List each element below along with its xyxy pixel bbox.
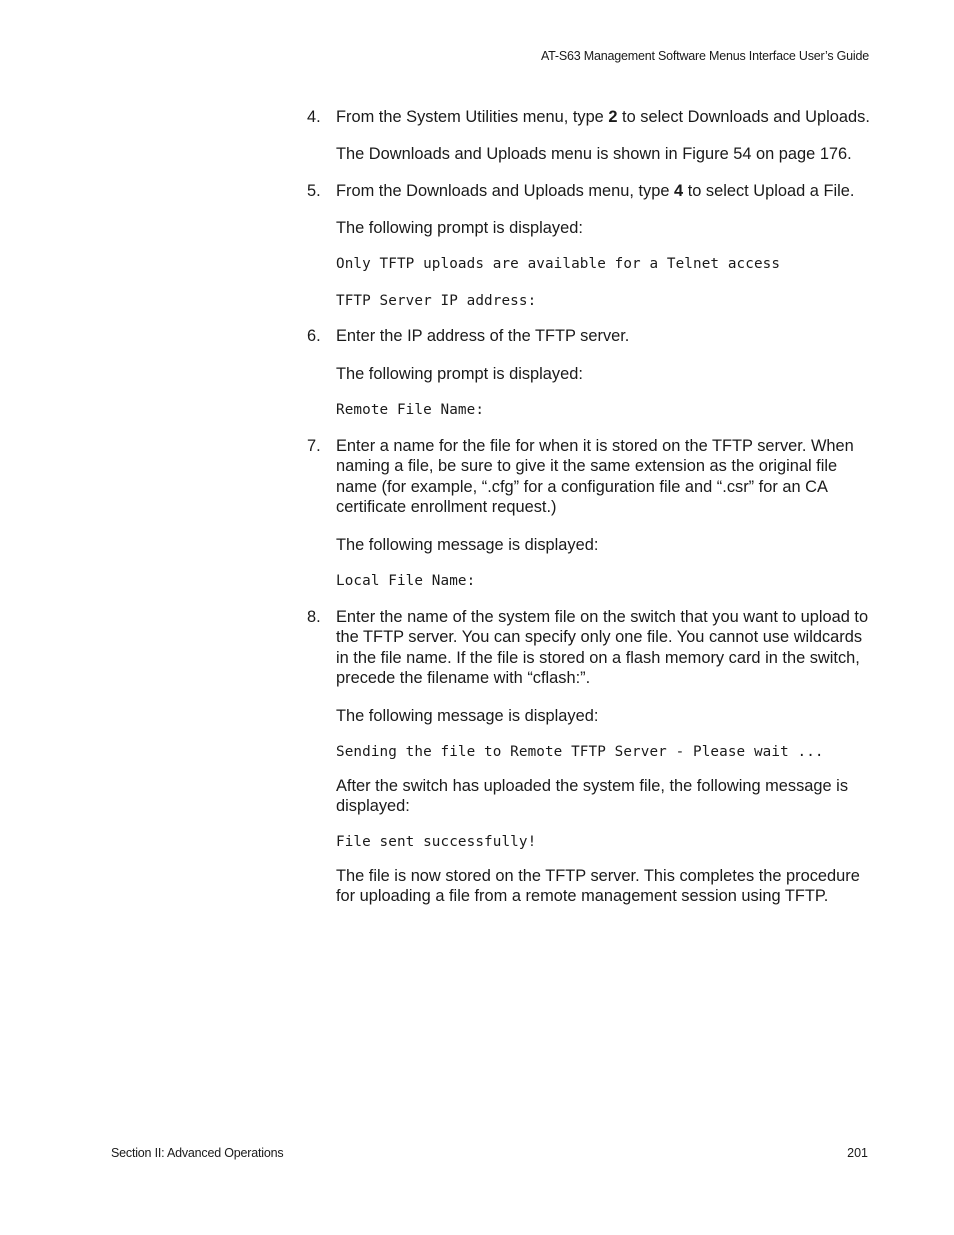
code-output: Remote File Name: [336,401,485,418]
menu-key: 2 [608,108,618,126]
step-number: 4. [307,108,321,126]
step-number: 6. [307,327,321,346]
step-note: After the switch has uploaded the system file, the following message is displayed: [336,776,849,816]
running-header: AT-S63 Management Software Menus Interface User’s Guide [540,49,869,63]
footer-section: Section II: Advanced Operations [111,1146,284,1160]
step-number: 7. [307,436,321,455]
code-output: TFTP Server IP address: [336,293,537,310]
code-output: Local File Name: [336,572,476,589]
step-closing: The file is now stored on the TFTP server. This completes the procedure for uploading a file from a remote management session using TFTP. [336,866,860,906]
menu-key: 4 [674,182,684,201]
step-note: The Downloads and Uploads menu is shown in Figure 54 on page 176. [336,144,852,163]
step-number: 8. [307,607,321,626]
step-note: The following prompt is displayed: [336,364,583,383]
step-8 [307,607,872,907]
step-instruction: Enter a name for the file for when it is stored on the TFTP server. When naming a file, be sure to give it the same extension as the original file name (for example, “.cfg” for a configuration file and “.csr” for an CA certificate enrollment request.) [336,436,854,517]
code-output: File sent successfully! [336,833,537,850]
step-instruction: Enter the IP address of the TFTP server. [336,327,630,346]
code-output: Only TFTP uploads are available for a Telnet access [336,256,781,273]
step-number: 5. [307,182,321,201]
page-number: 201 [847,1146,868,1160]
step-instruction: From the System Utilities menu, type 2 to select Downloads and Uploads. [336,108,870,126]
step-4 [307,107,872,164]
step-note: The following message is displayed: [336,535,599,554]
step-note: The following prompt is displayed: [336,218,583,237]
procedure-content [307,107,872,907]
step-note: The following message is displayed: [336,706,599,725]
step-5 [307,181,872,311]
code-output: Sending the file to Remote TFTP Server - Please wait ... [336,743,824,760]
step-instruction: From the Downloads and Uploads menu, type 4 to select Upload a File. [336,182,855,201]
step-7 [307,436,872,591]
step-6 [307,326,872,419]
step-instruction: Enter the name of the system file on the switch that you want to upload to the TFTP server. You can specify only one file. You cannot use wildcards in the file name. If the file is stored on a flash memory card in the switch, precede the filename with “cflash:”. [336,607,869,688]
